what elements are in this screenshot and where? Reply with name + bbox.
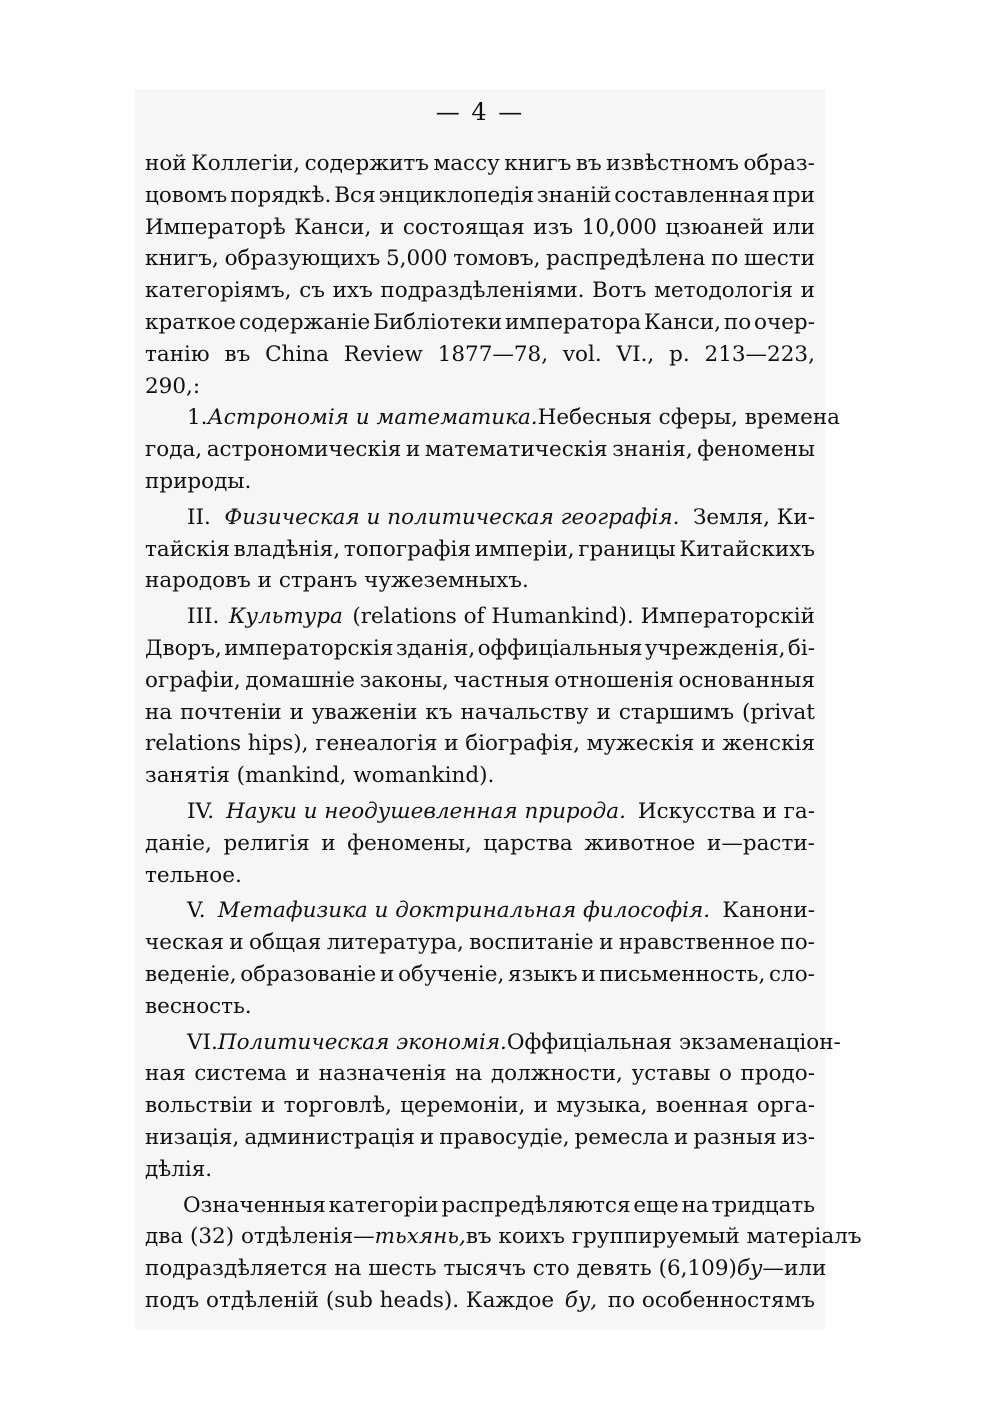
line-text: занятія (mankind, womankind). xyxy=(145,763,495,789)
line-text: Земля, Ки- xyxy=(693,504,815,530)
line-text: —или xyxy=(762,1256,827,1282)
category-5-heading xyxy=(145,895,815,927)
category-title: Культура xyxy=(228,604,343,630)
text-line xyxy=(145,466,815,498)
line-text: ной Коллегіи, содержитъ массу книгъ въ извѣстномъ образ- xyxy=(145,151,815,176)
text-line xyxy=(145,1253,827,1285)
line-text: подраздѣляется на шесть тысячъ сто девять (6,109) xyxy=(145,1256,737,1282)
text-line xyxy=(145,148,815,180)
line-text: вольствіи и торговлѣ, церемоніи, и музыка, военная орга- xyxy=(145,1093,815,1119)
text-line xyxy=(145,307,815,339)
line-text: Оффиціальная экзаменаціон- xyxy=(506,1029,841,1055)
text-line xyxy=(145,633,815,665)
text-line xyxy=(145,1221,862,1253)
text-line xyxy=(145,434,815,466)
line-text: на почтеніи и уваженіи къ начальству и старшимъ (privat xyxy=(145,699,815,725)
category-4-heading xyxy=(145,796,815,828)
line-text: тайскія владѣнія, топографія имперіи, границы Китайскихъ xyxy=(145,536,815,562)
category-title: Физическая и политическая географія. xyxy=(224,504,680,530)
category-6-heading xyxy=(145,1027,841,1059)
line-text: по особенностямъ xyxy=(607,1287,815,1313)
line-text: Дворъ, императорскія зданія, оффиціальныя учрежденія, бі- xyxy=(145,635,815,661)
line-text: ографіи, домашніе законы, частныя отношенія основанныя xyxy=(145,667,815,693)
chinese-term: бу, xyxy=(564,1287,598,1313)
line-text: танію въ China Review 1877—78, vol. VI., p. 213—223, xyxy=(145,341,815,367)
line-text: книгъ, образующихъ 5,000 томовъ, распредѣлена по шести xyxy=(145,246,815,272)
line-text: тельное. xyxy=(145,862,242,888)
line-text: ческая и общая литература, воспитаніе и нравственное по- xyxy=(145,930,815,956)
line-text: ная система и назначенія на должности, уставы о продо- xyxy=(145,1061,815,1087)
category-title: Метафизика и доктринальная философія. xyxy=(217,898,711,924)
text-line xyxy=(145,991,815,1023)
text-line xyxy=(145,339,815,371)
line-text: relations hips), генеалогія и біографія, мужескія и женскія xyxy=(145,731,815,757)
line-text: Императорѣ Канси, и состоящая изъ 10,000 цзюаней или xyxy=(145,214,815,240)
text-line xyxy=(145,243,815,275)
text-line xyxy=(145,1190,815,1222)
text-line xyxy=(145,565,815,597)
text-line xyxy=(145,212,815,244)
text-line xyxy=(145,1122,815,1154)
text-line xyxy=(145,828,815,860)
text-line xyxy=(145,1058,815,1090)
text-line xyxy=(145,665,815,697)
text-line xyxy=(145,728,815,760)
text-line xyxy=(145,927,815,959)
line-text: 290,: xyxy=(145,373,201,399)
text-line xyxy=(145,1154,815,1186)
line-text: даніе, религія и феномены, царства животное и—расти- xyxy=(145,830,815,856)
chinese-term: бу xyxy=(736,1256,763,1282)
category-1-heading xyxy=(145,402,840,434)
text-line xyxy=(145,760,815,792)
page-text xyxy=(145,148,862,1317)
category-number: VI. xyxy=(187,1029,218,1055)
text-line xyxy=(145,860,815,892)
line-text: (relations of Humankind). Императорскій xyxy=(352,604,815,630)
line-text: краткое содержаніе Библіотеки императора Канси, по очер- xyxy=(145,309,815,335)
text-line xyxy=(145,697,815,729)
text-line xyxy=(145,1090,815,1122)
category-number: IV. xyxy=(187,798,215,824)
line-text: въ коихъ группируемый матеріалъ xyxy=(465,1224,862,1250)
line-text: низація, администрація и правосудіе, ремесла и разныя из- xyxy=(145,1124,815,1150)
page-number: — 4 — xyxy=(435,98,525,126)
text-line xyxy=(145,959,815,991)
category-title: Астрономія и математика. xyxy=(207,405,538,431)
line-text: два (32) отдѣленія— xyxy=(145,1224,375,1250)
book-page xyxy=(135,90,862,1330)
text-line xyxy=(145,180,815,212)
text-line xyxy=(145,534,815,566)
category-title: Политическая экономія. xyxy=(217,1029,507,1055)
line-text: природы. xyxy=(145,468,252,494)
line-text: цовомъ порядкѣ. Вся энциклопедія знаній составленная при xyxy=(145,182,815,208)
line-text: Означенныя категоріи распредѣляются еще на тридцать xyxy=(183,1192,815,1218)
category-number: II. xyxy=(187,504,211,530)
category-number: III. xyxy=(187,604,220,630)
text-line xyxy=(145,275,815,307)
category-3-heading xyxy=(145,601,815,633)
text-line xyxy=(145,1285,815,1317)
category-number: 1. xyxy=(187,405,208,431)
text-line xyxy=(145,371,815,403)
line-text: народовъ и странъ чужеземныхъ. xyxy=(145,568,529,594)
line-text: Небесныя сферы, времена xyxy=(537,405,840,431)
category-title: Науки и неодушевленная природа. xyxy=(226,798,626,824)
line-text: веденіе, образованіе и обученіе, языкъ и письменность, сло- xyxy=(145,961,815,987)
line-text: подъ отдѣленій (sub heads). Каждое xyxy=(145,1287,555,1313)
category-number: V. xyxy=(187,898,206,924)
line-text: дѣлія. xyxy=(145,1156,213,1182)
line-text: года, астрономическія и математическія знанія, феномены xyxy=(145,437,815,463)
line-text: весность. xyxy=(145,993,252,1019)
line-text: категоріямъ, съ ихъ подраздѣленіями. Вотъ методологія и xyxy=(145,278,815,304)
line-text: Искусства и га- xyxy=(637,798,815,824)
line-text: Канони- xyxy=(722,898,815,924)
category-2-heading xyxy=(145,502,815,534)
chinese-term: тьхянь, xyxy=(374,1224,466,1250)
